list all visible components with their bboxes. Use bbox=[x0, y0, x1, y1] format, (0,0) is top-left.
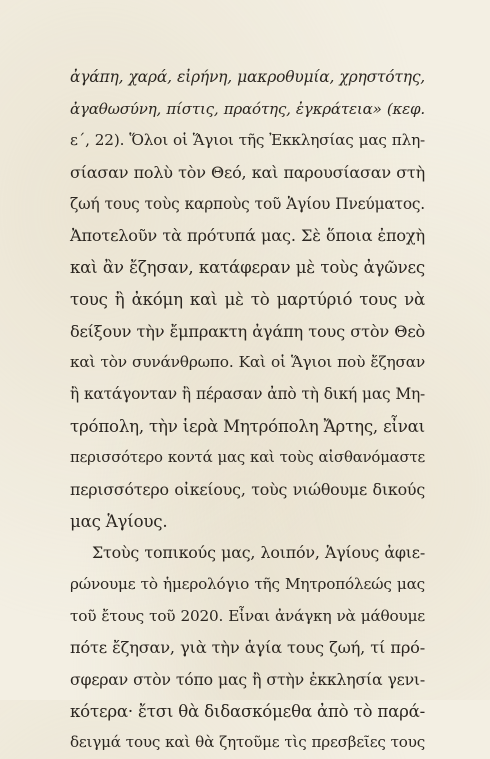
text-line: ε΄, 22). Ὅλοι οἱ Ἅγιοι τῆς Ἐκκλησίας μας πλη- bbox=[70, 131, 425, 150]
text-line: δείξουν τὴν ἔμπρακτη ἀγάπη τους στὸν Θεὸ bbox=[70, 321, 425, 341]
text-line: σίασαν πολὺ τὸν Θεό, καὶ παρουσίασαν στὴ bbox=[70, 163, 425, 183]
text-line: ρώνουμε τὸ ἡμερολόγιο τῆς Μητροπόλεώς μας bbox=[70, 575, 425, 593]
text-line: μας Ἁγίους. bbox=[70, 511, 168, 531]
text-line: τρόπολη, τὴν ἱερὰ Μητρόπολη Ἄρτης, εἶναι bbox=[70, 416, 425, 436]
text-line: Ἀποτελοῦν τὰ πρότυπά μας. Σὲ ὅποια ἐποχὴ bbox=[70, 226, 425, 246]
text-line: περισσότερο κοντά μας καὶ τοὺς αἰσθανόμαστε bbox=[70, 448, 425, 467]
text-line: τους ἢ ἀκόμη καὶ μὲ τὸ μαρτύριό τους νὰ bbox=[70, 289, 425, 309]
text-line: τοῦ ἔτους τοῦ 2020. Εἶναι ἀνάγκη νὰ μάθουμε bbox=[70, 606, 425, 625]
text-line: καὶ τὸν συνάνθρωπο. Καὶ οἱ Ἅγιοι ποὺ ἔζησαν bbox=[70, 353, 425, 372]
text-line: ἀγαθωσύνη, πίστις, πραότης, ἐγκράτεια» (κεφ. bbox=[70, 99, 425, 118]
page-text bbox=[70, 62, 425, 759]
text-line: ἢ κατάγονταν ἢ πέρασαν ἀπὸ τὴ δική μας Μη- bbox=[70, 384, 425, 403]
text-line: πότε ἔζησαν, γιὰ τὴν ἁγία τους ζωή, τί πρό- bbox=[70, 638, 425, 658]
text-line: ἀγάπη, χαρά, εἰρήνη, μακροθυμία, χρηστότης, bbox=[70, 68, 425, 86]
text-line: καὶ ἂν ἔζησαν, κατάφεραν μὲ τοὺς ἀγῶνες bbox=[70, 258, 425, 278]
text-line: περισσότερο οἰκείους, τοὺς νιώθουμε δικούς bbox=[70, 479, 425, 499]
text-line: Στοὺς τοπικούς μας, λοιπόν, Ἁγίους ἀφιε- bbox=[92, 543, 425, 563]
text-line: δειγμά τους καὶ θὰ ζητοῦμε τὶς πρεσβεῖες τους bbox=[70, 733, 425, 752]
text-line: σφεραν στὸν τόπο μας ἢ στὴν ἐκκλησία γενι- bbox=[70, 670, 425, 690]
text-line: κότερα· ἔτσι θὰ διδασκόμεθα ἀπὸ τὸ παρά- bbox=[70, 701, 426, 721]
text-line: ζωή τους τοὺς καρποὺς τοῦ Ἁγίου Πνεύματος. bbox=[70, 194, 425, 213]
